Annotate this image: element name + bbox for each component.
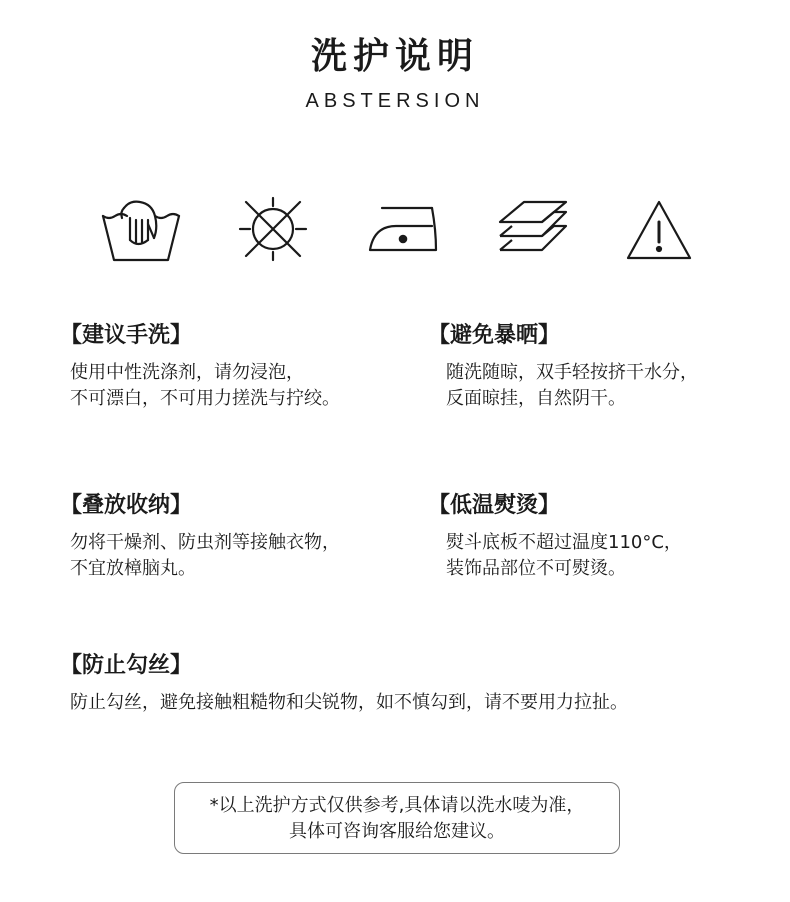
section-body-no-snag <box>70 690 628 716</box>
section-body-hand-wash <box>70 360 340 412</box>
section-body-low-iron <box>446 530 682 582</box>
warning-icon <box>624 194 694 264</box>
section-title-fold-store: 【叠放收纳】 <box>60 493 193 518</box>
avoid-sun-line-2: 反面晾挂，自然阴干。 <box>446 388 626 409</box>
hand-wash-icon <box>100 194 182 264</box>
section-body-avoid-sun <box>446 360 698 412</box>
section-title-low-iron: 【低温熨烫】 <box>428 493 561 518</box>
low-iron-line-1: 熨斗底板不超过温度110°C， <box>446 532 682 553</box>
note-line-2: 具体可咨询客服给您建议。 <box>289 821 505 842</box>
fold-store-line-1: 勿将干燥剂、防虫剂等接触衣物， <box>70 532 340 553</box>
page-subtitle: ABSTERSION <box>305 90 485 112</box>
no-tumble-dry-sun-icon <box>236 194 310 264</box>
page-title: 洗护说明 <box>310 36 479 77</box>
fold-store-line-2: 不宜放樟脑丸。 <box>70 558 196 579</box>
low-iron-line-2: 装饰品部位不可熨烫。 <box>446 558 626 579</box>
avoid-sun-line-1: 随洗随晾，双手轻按挤干水分， <box>446 362 698 383</box>
section-body-fold-store <box>70 530 340 582</box>
disclaimer-note <box>174 782 620 854</box>
hand-wash-line-2: 不可漂白，不可用力搓洗与拧绞。 <box>70 388 340 409</box>
section-title-hand-wash: 【建议手洗】 <box>60 323 193 348</box>
hand-wash-line-1: 使用中性洗涤剂，请勿浸泡， <box>70 362 304 383</box>
section-title-no-snag: 【防止勾丝】 <box>60 653 193 678</box>
note-line-1: *以上洗护方式仅供参考,具体请以洗水唛为准， <box>209 795 585 816</box>
flat-dry-layers-icon <box>496 194 570 264</box>
no-snag-line-1: 防止勾丝，避免接触粗糙物和尖锐物，如不慎勾到，请不要用力拉扯。 <box>70 692 628 713</box>
section-title-avoid-sun: 【避免暴晒】 <box>428 323 561 348</box>
low-iron-icon <box>366 194 440 264</box>
